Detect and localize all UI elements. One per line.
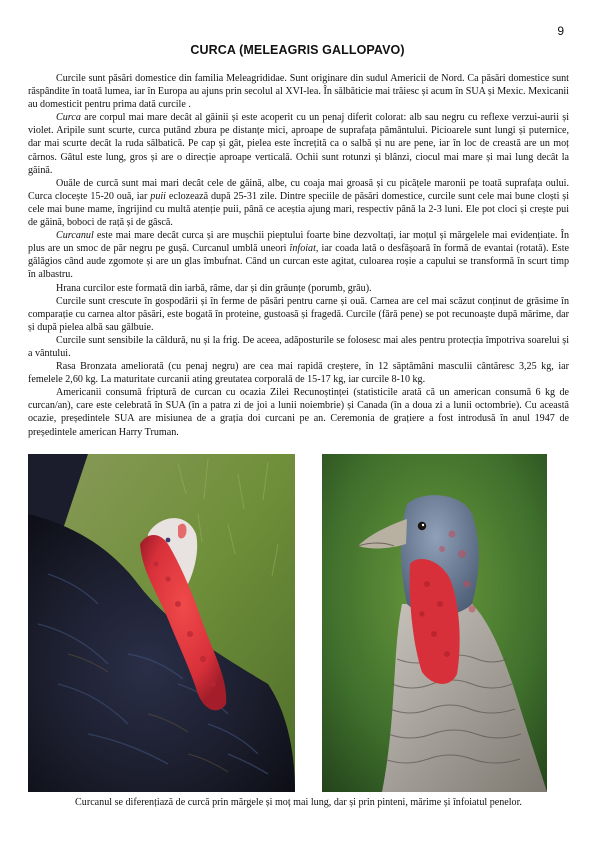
article-paragraph	[28, 177, 569, 229]
article-paragraph	[28, 229, 569, 281]
article-paragraph	[28, 334, 569, 360]
text-run: Ouăle de curcă sunt mai mari decât cele de găină, albe, cu coaja mai groasă și cu picățele maronii pe toată suprafața oului. Curca clocește 15-20 ouă, iar	[28, 177, 569, 202]
photo-male-turkey	[28, 454, 295, 792]
text-run: este mai mare decât curca și are mușchii pieptului foarte bine dezvoltați, iar moțul și mărgelele mai evidențiate. În plus are un smoc de păr negru pe gușă. Curcanul umblă uneori	[28, 230, 569, 255]
article-body	[28, 72, 569, 439]
text-run: Americanii consumă friptură de curcan cu ocazia Zilei Recunoștinței (statisticile arată că un american consumă 6 kg de curcan/an), care este celebrată în SUA (în a patra zi de joi a lunii noiembrie) și Canada (în a doua zi a lunii octombrie). Cu această ocazie, președintele SUA are misiunea de a grația doi curcani pe an. Ceremonia de grațiere a fost introdusă în anul 1947 de președintele american Harry Truman.	[28, 387, 569, 438]
figure-caption: Curcanul se diferențiază de curcă prin mărgele și moț mai lung, dar și prin pinteni, mărime și înfoiatul penelor.	[75, 797, 522, 808]
article-paragraph	[28, 360, 569, 386]
male-turkey-illustration	[28, 454, 295, 792]
italic-term: Curca	[56, 112, 81, 124]
italic-term: înfoiat,	[289, 243, 319, 255]
text-run: eclozează după 25-31 zile. Dintre speciile de păsări domestice, curcile sunt cele mai bune cloști și cele mai bune mame, îngrijind cu multă atenție puii, până ce aceștia ajung mari, respectiv până la 2-3 luni. Ele pot cloci și crește pui de găină, boboci de rață și de gâscă.	[28, 190, 570, 229]
text-run: Rasa Bronzata ameliorată (cu penaj negru) are cea mai rapidă creștere, în 12 săptămâni masculii cântăresc 3,25 kg, iar femelele 2,60 kg. La maturitate curcanii ating greutatea corporală de 15-17 kg, iar curcile 8-10 kg.	[28, 361, 569, 386]
text-run: Hrana curcilor este formată din iarbă, râme, dar și din grăunțe (porumb, grâu).	[56, 282, 372, 294]
article-paragraph	[28, 386, 569, 438]
photo-female-turkey	[322, 454, 547, 792]
article-paragraph	[28, 111, 569, 176]
article-paragraph	[28, 72, 569, 111]
text-run: Curcile sunt crescute în gospodării și în ferme de păsări pentru carne și ouă. Carnea are cel mai scăzut conținut de grăsime în comparație cu carnea altor păsări, este bogată în proteine, gustoasă și fragedă. Curcile (fără pene) se pot recunoaște după mărime, dar și după pielea albă sau gălbuie.	[28, 295, 569, 333]
article-paragraph	[28, 295, 569, 334]
text-run: are corpul mai mare decât al găinii și este acoperit cu un penaj diferit colorat: alb sau negru cu reflexe verzui-aurii și violet. Aripile sunt scurte, curca putând zbura pe distanțe mici, aproape de suprafața pământului. Picioarele sunt lungi și puternice, dar mai scurte decât la ruda sălbatică. Pe cap și gât, pielea este încrețită ca o salbă și nu are pene, iar în loc de creastă are un moț cărnos. Gâtul este lung, gros și are o direcție aproape verticală. Ochii sunt rotunzi și blânzi, ciocul mai mare și mai lung decât la găină.	[28, 112, 569, 176]
article-paragraph	[28, 282, 569, 295]
page-title: CURCA (MELEAGRIS GALLOPAVO)	[190, 43, 405, 57]
text-run: Curcile sunt sensibile la căldură, nu și la frig. De aceea, adăposturile se folosesc mai ales pentru protecția împotriva soarelui și a vântului.	[28, 334, 569, 359]
female-turkey-illustration	[322, 454, 547, 792]
text-run: iar coada lată o desfășoară în formă de evantai (rotată). Este gălăgios când aude zgomote și are un glas îmbufnat. Când un curcan este agitat, culoarea roșie a capului se transformă în scurt timp în albastru.	[28, 243, 569, 281]
italic-term: puii	[150, 190, 166, 202]
page-number: 9	[557, 24, 564, 38]
text-run: Curcile sunt păsări domestice din familia Meleagrididae. Sunt originare din sudul Americii de Nord. Ca păsări domestice sunt răspândite în toată lumea, iar în Europa au ajuns prin secolul al XVI-lea. În sălbăticie mai trăiesc și acum în SUA și Mexic. Mexicanii au domesticit pentru prima dată curcile .	[28, 73, 569, 111]
italic-term: Curcanul	[56, 230, 94, 242]
